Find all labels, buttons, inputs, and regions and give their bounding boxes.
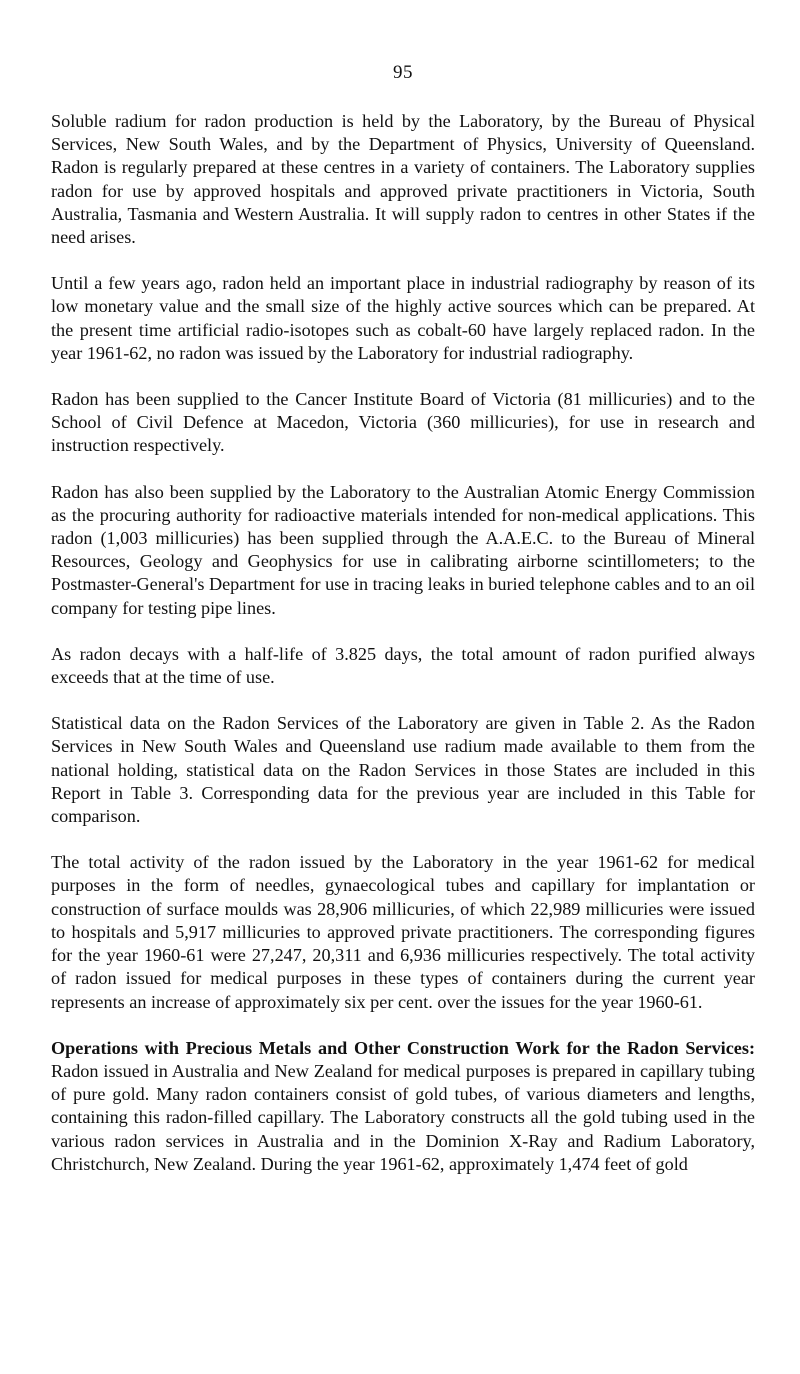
paragraph-industrial-radiography: Until a few years ago, radon held an important place in industrial radiography by reason of its low monetary value and the small size of the highly active sources which can be prepared. At the present time artificial radio-isotopes such as cobalt-60 have largely replaced radon. In the year 1961-62, no radon was issued by the Laboratory for industrial radiography. — [51, 273, 755, 363]
paragraph-precious-metals — [51, 1037, 755, 1176]
paragraph-half-life: As radon decays with a half-life of 3.825 days, the total amount of radon purified always exceeds that at the time of use. — [51, 643, 755, 688]
document-page — [51, 62, 755, 1199]
paragraph-aaec-supply: Radon has also been supplied by the Laboratory to the Australian Atomic Energy Commission as the procuring authority for radioactive materials intended for non-medical applications. This radon (1,003 millicuries) has been supplied through the A.A.E.C. to the Bureau of Mineral Resources, Geology and Geophysics for use in calibrating airborne scintillometers; to the Postmaster-General's Department for use in tracing leaks in buried telephone cables and to an oil company for testing pipe lines. — [51, 481, 755, 618]
paragraph-total-activity: The total activity of the radon issued by the Laboratory in the year 1961-62 for medical purposes in the form of needles, gynaecological tubes and capillary for implantation or construction of surface moulds was 28,906 millicuries, of which 22,989 millicuries were issued to hospitals and 5,917 millicuries to approved private practitioners. The corresponding figures for the year 1960-61 were 27,247, 20,311 and 6,936 millicuries respectively. The total activity of radon issued for medical purposes in these types of containers during the current year represents an increase of approximately six per cent. over the issues for the year 1960-61. — [51, 852, 755, 1012]
section-body-text: Radon issued in Australia and New Zealand for medical purposes is prepared in capillary tubing of pure gold. Many radon containers consist of gold tubes, of various diameters and lengths, containing this radon-filled capillary. The Laboratory constructs all the gold tubing used in the various radon services in Australia and in the Dominion X-Ray and Radium Laboratory, Christchurch, New Zealand. During the year 1961-62, approximately 1,474 feet of gold — [51, 1060, 755, 1174]
paragraph-cancer-institute: Radon has been supplied to the Cancer Institute Board of Victoria (81 millicuries) and to the School of Civil Defence at Macedon, Victoria (360 millicuries), for use in research and instruction respectively. — [51, 389, 755, 456]
paragraph-statistical-data: Statistical data on the Radon Services of the Laboratory are given in Table 2. As the Radon Services in New South Wales and Queensland use radium made available to them from the national holding, statistical data on the Radon Services in those States are included in this Report in Table 3. Corresponding data for the previous year are included in this Table for comparison. — [51, 713, 755, 827]
paragraph-radium-holdings: Soluble radium for radon production is held by the Laboratory, by the Bureau of Physical Services, New South Wales, and by the Department of Physics, University of Queensland. Radon is regularly prepared at these centres in a variety of containers. The Laboratory supplies radon for use by approved hospitals and approved private practitioners in Victoria, South Australia, Tasmania and Western Australia. It will supply radon to centres in other States if the need arises. — [51, 111, 755, 248]
page-number: 95 — [393, 62, 413, 83]
section-heading: Operations with Precious Metals and Other Construction Work for the Radon Services: — [51, 1037, 755, 1058]
